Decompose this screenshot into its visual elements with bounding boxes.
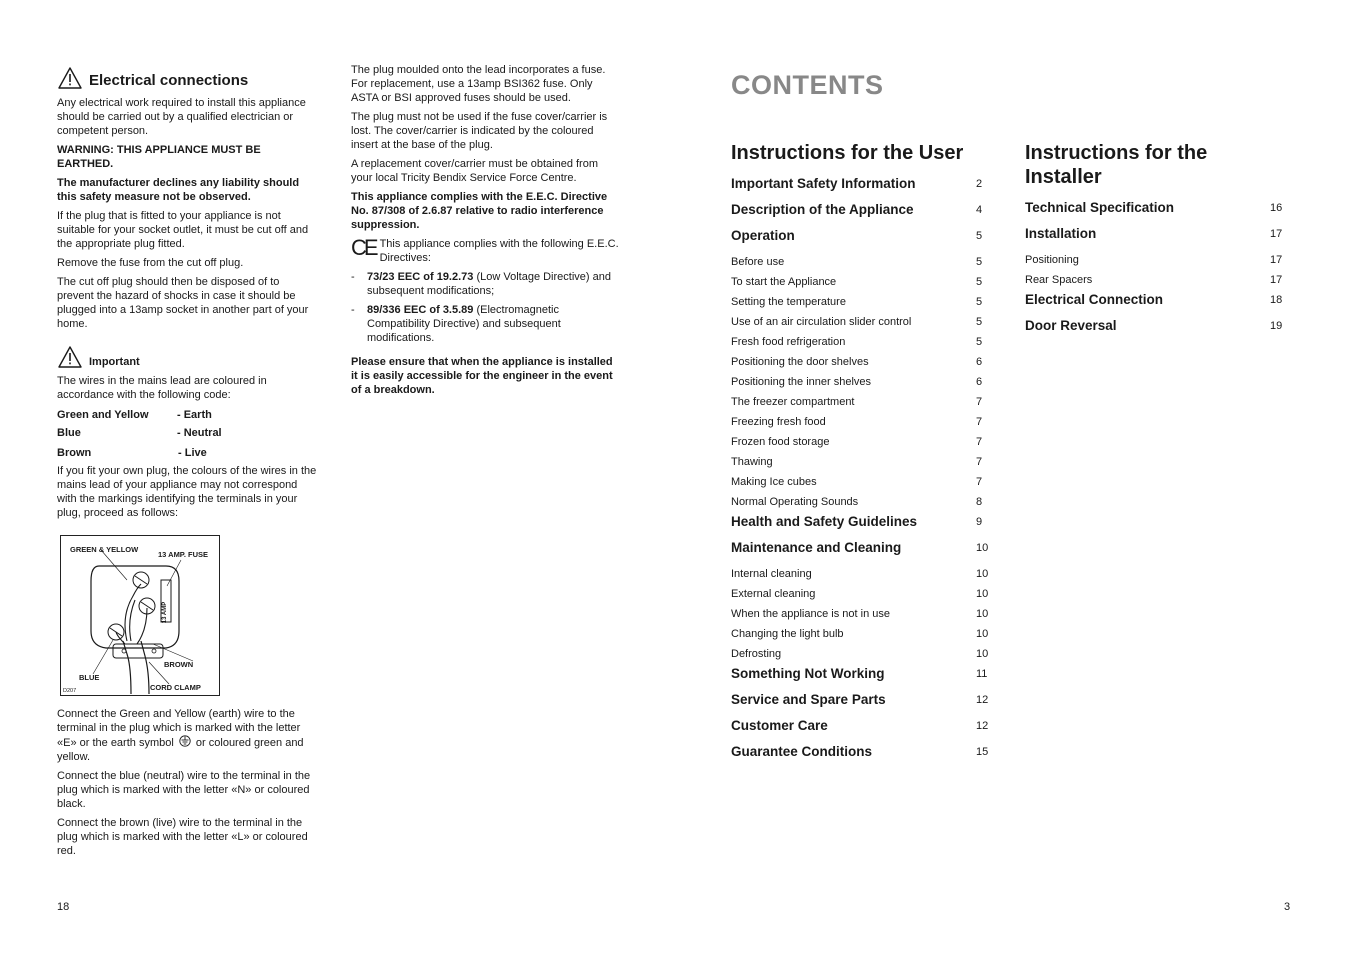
toc-entry[interactable] [731, 624, 991, 644]
toc-entry-page: 9 [976, 516, 983, 528]
toc-entry-title: Internal cleaning [731, 568, 812, 580]
toc-entry-page: 12 [976, 694, 989, 706]
toc-entry-title: Description of the Appliance [731, 202, 914, 217]
ce-block [351, 237, 619, 265]
toc-entry[interactable] [731, 332, 991, 352]
toc-entry-page: 5 [976, 296, 983, 308]
replacement-text: A replacement cover/carrier must be obtained from your local Tricity Bendix Service Force Centre. [351, 158, 599, 184]
toc-entry-title: Use of an air circulation slider control [731, 316, 912, 328]
toc-entry-page: 5 [976, 276, 983, 288]
toc-entry-title: Changing the light bulb [731, 628, 844, 640]
toc-entry[interactable] [731, 472, 991, 492]
connect-instructions [57, 707, 319, 863]
diagram-code: D207 [63, 688, 77, 694]
toc-entry-page: 10 [976, 588, 989, 600]
wires-intro: The wires in the mains lead are coloured in accordance with the following code: [57, 375, 267, 401]
toc-entry-page: 4 [976, 204, 983, 216]
toc-entry[interactable] [731, 452, 991, 472]
toc-entry[interactable] [731, 644, 991, 664]
toc-entry-page: 15 [976, 746, 989, 758]
connect-brown-text: Connect the brown (live) wire to the terminal in the plug which is marked with the letter «L» or coloured red. [57, 817, 308, 857]
plug-text: If the plug that is fitted to your appliance is not suitable for your socket outlet, it must be cut off and the appropriate plug fitted. [57, 210, 309, 250]
toc-entry-page: 7 [976, 416, 983, 428]
warning-icon [57, 345, 83, 369]
toc-entry[interactable] [731, 512, 991, 538]
fuse-text: The plug moulded onto the lead incorporates a fuse. For replacement, use a 13amp BSI362 fuse. Only ASTA or BSI approved fuses should be used. [351, 64, 606, 104]
toc-entry[interactable] [731, 312, 991, 332]
toc-entry[interactable] [731, 272, 991, 292]
toc-entry-page: 17 [1270, 254, 1283, 266]
toc-entry-title: The freezer compartment [731, 396, 855, 408]
toc-entry-page: 5 [976, 316, 983, 328]
toc-entry[interactable] [731, 564, 991, 584]
toc-entry-page: 5 [976, 256, 983, 268]
toc-entry-title: Making Ice cubes [731, 476, 817, 488]
toc-entry-title: Positioning [1025, 254, 1079, 266]
label-blue: BLUE [79, 673, 100, 682]
label-green-yellow: GREEN & YELLOW [70, 545, 139, 554]
toc-entry[interactable] [1025, 316, 1290, 342]
toc-entry-page: 10 [976, 608, 989, 620]
toc-entry-page: 10 [976, 648, 989, 660]
warning-icon [57, 66, 83, 90]
directive-item: - 73/23 EEC of 19.2.73 (Low Voltage Directive) and subsequent modifications; [351, 271, 611, 297]
toc-entry-title: Frozen food storage [731, 436, 830, 448]
toc-entry-title: Technical Specification [1025, 200, 1175, 215]
wire-row: Brown - Live [57, 447, 207, 459]
dispose-text: The cut off plug should then be disposed of to prevent the hazard of shocks in case it should be plugged into a 13amp socket in another part of your home. [57, 276, 309, 330]
toc-entry-page: 7 [976, 476, 983, 488]
toc-entry-page: 7 [976, 456, 983, 468]
earth-symbol-icon [179, 735, 191, 747]
directive-list [351, 270, 619, 345]
accessibility-note: Please ensure that when the appliance is installed it is easily accessible for the engineer in the event of a breakdown. [351, 356, 613, 396]
toc-entry-page: 10 [976, 628, 989, 640]
important-title: Important [89, 356, 140, 368]
wire-row: Blue - Neutral [57, 427, 222, 439]
toc-entry-title: Service and Spare Parts [731, 692, 886, 707]
toc-entry-page: 18 [1270, 294, 1283, 306]
toc-entry-page: 16 [1270, 202, 1283, 214]
toc-entry[interactable] [1025, 290, 1290, 316]
toc-entry-page: 7 [976, 436, 983, 448]
toc-entry-page: 10 [976, 542, 989, 554]
toc-entry[interactable] [731, 742, 991, 768]
toc-entry[interactable] [731, 292, 991, 312]
toc-entry-page: 8 [976, 496, 983, 508]
fuse-section [351, 63, 619, 402]
toc-entry[interactable] [731, 412, 991, 432]
toc-entry-page: 5 [976, 230, 983, 242]
toc-entry-title: Health and Safety Guidelines [731, 514, 918, 529]
toc-entry-page: 10 [976, 568, 989, 580]
contents-title: CONTENTS [731, 70, 884, 100]
toc-entry[interactable] [731, 584, 991, 604]
toc-entry-title: Positioning the inner shelves [731, 376, 872, 388]
ce-mark-icon: CE [351, 235, 376, 260]
plug-wiring-drawing [61, 536, 219, 695]
user-instructions-heading: Instructions for the User [731, 142, 964, 164]
toc-entry-page: 17 [1270, 228, 1283, 240]
ce-text: This appliance complies with the following E.E.C. Directives: [379, 238, 619, 264]
electrical-section [57, 66, 319, 525]
toc-entry-title: Freezing fresh food [731, 416, 826, 428]
remove-fuse-text: Remove the fuse from the cut off plug. [57, 257, 244, 269]
toc-entry-title: Fresh food refrigeration [731, 336, 846, 348]
toc-entry-title: Electrical Connection [1025, 292, 1164, 307]
toc-entry-page: 7 [976, 396, 983, 408]
toc-entry[interactable] [1025, 270, 1290, 290]
toc-entry-title: Normal Operating Sounds [731, 496, 859, 508]
intro-text: Any electrical work required to install this appliance should be carried out by a qualified electrician or competent person. [57, 97, 306, 137]
toc-entry-title: Positioning the door shelves [731, 356, 869, 368]
toc-entry-page: 5 [976, 336, 983, 348]
toc-entry[interactable] [731, 392, 991, 412]
toc-entry-title: Guarantee Conditions [731, 744, 873, 759]
toc-entry-title: When the appliance is not in use [731, 608, 890, 620]
plug-diagram [60, 535, 220, 696]
eec-compliance-text: This appliance complies with the E.E.C. Directive No. 87/308 of 2.6.87 relative to radio interference suppression. [351, 191, 608, 231]
toc-entry-title: Setting the temperature [731, 296, 846, 308]
earth-warning: WARNING: THIS APPLIANCE MUST BE EARTHED. [57, 144, 261, 170]
toc-entry-title: External cleaning [731, 588, 816, 600]
label-cord-clamp: CORD CLAMP [150, 683, 201, 692]
toc-entry-title: Customer Care [731, 718, 828, 733]
toc-entry[interactable] [731, 372, 991, 392]
toc-entry[interactable] [731, 432, 991, 452]
toc-entry[interactable] [731, 604, 991, 624]
toc-entry[interactable] [731, 352, 991, 372]
toc-entry-page: 19 [1270, 320, 1283, 332]
installer-instructions-heading: Instructions for the Installer [1025, 142, 1208, 188]
own-plug-text: If you fit your own plug, the colours of the wires in the mains lead of your appliance may not correspond with the markings identifying the terminals in your plug, proceed as follows: [57, 465, 317, 519]
toc-entry-page: 6 [976, 376, 983, 388]
toc-entry[interactable] [731, 664, 991, 690]
directive-item: - 89/336 EEC of 3.5.89 (Electromagnetic Compatibility Directive) and subsequent modifications. [351, 304, 561, 344]
toc-entry[interactable] [731, 538, 991, 564]
toc-entry-title: Important Safety Information [731, 176, 916, 191]
toc-entry[interactable] [731, 200, 991, 226]
label-fuse: 13 AMP. FUSE [158, 550, 209, 559]
toc-entry[interactable] [731, 492, 991, 512]
wire-code-table [57, 408, 319, 460]
wire-row: Green and Yellow - Earth [57, 409, 212, 421]
toc-entry-title: Rear Spacers [1025, 274, 1093, 286]
label-brown: BROWN [164, 660, 194, 669]
toc-entry-title: To start the Appliance [731, 276, 837, 288]
toc-entry[interactable] [731, 716, 991, 742]
toc-entry-page: 6 [976, 356, 983, 368]
toc-entry[interactable] [1025, 250, 1290, 270]
toc-entry-page: 17 [1270, 274, 1283, 286]
user-toc [731, 174, 991, 768]
connect-blue-text: Connect the blue (neutral) wire to the terminal in the plug which is marked with the letter «N» or coloured black. [57, 770, 311, 810]
toc-entry-title: Operation [731, 228, 795, 243]
label-fuse-small: 13 AMP [162, 601, 169, 624]
toc-entry[interactable] [731, 174, 991, 200]
toc-entry[interactable] [731, 252, 991, 272]
toc-entry[interactable] [731, 690, 991, 716]
toc-entry[interactable] [731, 226, 991, 252]
toc-entry-page: 11 [976, 668, 988, 680]
toc-entry-title: Defrosting [731, 648, 782, 660]
liability-text: The manufacturer declines any liability should this safety measure not be observed. [57, 177, 300, 203]
toc-entry-page: 2 [976, 178, 983, 190]
toc-entry-title: Maintenance and Cleaning [731, 540, 902, 555]
toc-entry-title: Installation [1025, 226, 1097, 241]
toc-entry[interactable] [1025, 224, 1290, 250]
toc-entry-title: Before use [731, 256, 785, 268]
page-number-left: 18 [57, 901, 70, 913]
page-number-right: 3 [1284, 901, 1291, 913]
cover-text: The plug must not be used if the fuse cover/carrier is lost. The cover/carrier is indicated by the coloured insert at the base of the plug. [351, 111, 608, 151]
toc-entry-title: Door Reversal [1025, 318, 1117, 333]
section-title: Electrical connections [89, 72, 249, 89]
installer-toc [1025, 198, 1290, 342]
toc-entry-title: Something Not Working [731, 666, 885, 681]
toc-entry[interactable] [1025, 198, 1290, 224]
toc-entry-title: Thawing [731, 456, 773, 468]
toc-entry-page: 12 [976, 720, 989, 732]
connect-green-text: Connect the Green and Yellow (earth) wire to the terminal in the plug which is marked with the letter «E» or the earth symbol or coloured green and yellow. [57, 708, 304, 763]
